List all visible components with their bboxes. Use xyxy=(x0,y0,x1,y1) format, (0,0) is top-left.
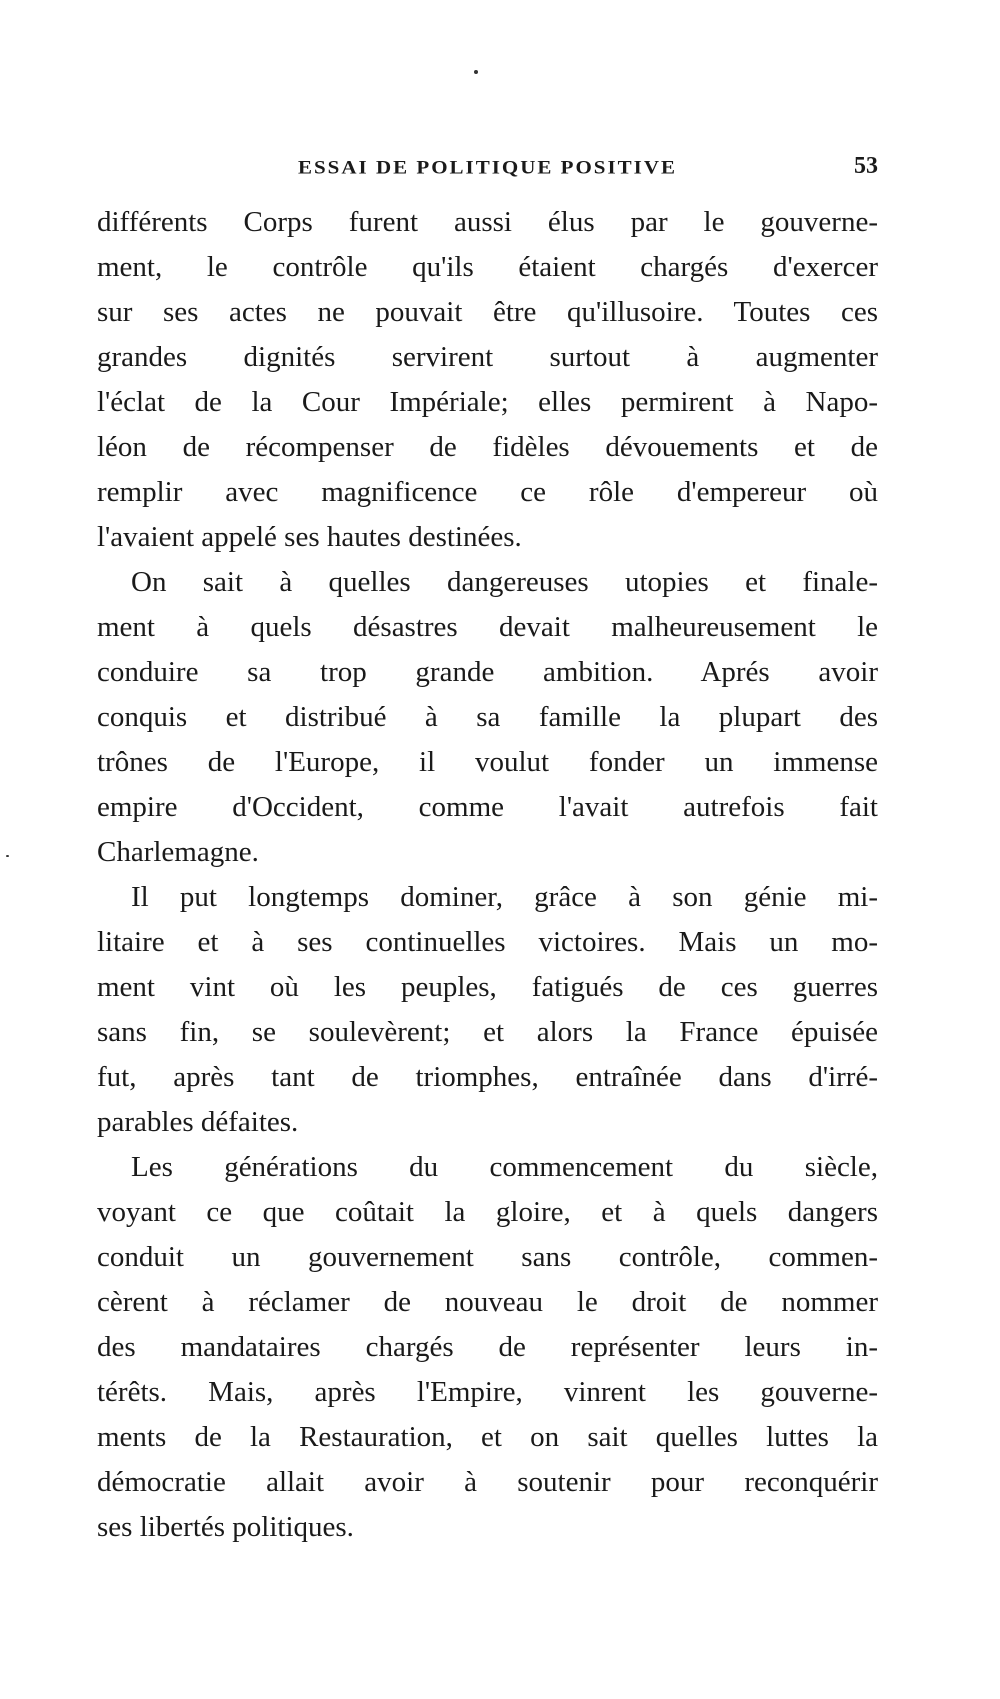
text-line: l'éclat de la Cour Impériale; elles permirent à Napo- xyxy=(97,386,878,418)
paragraph xyxy=(97,200,878,560)
paragraph xyxy=(97,560,878,875)
text-line: léon de récompenser de fidèles dévouements et de xyxy=(97,431,878,463)
text-line: cèrent à réclamer de nouveau le droit de nommer xyxy=(97,1286,878,1318)
body-text xyxy=(97,200,878,1550)
text-line: sur ses actes ne pouvait être qu'illusoire. Toutes ces xyxy=(97,296,878,328)
text-line: empire d'Occident, comme l'avait autrefois fait xyxy=(97,791,878,823)
text-line: ments de la Restauration, et on sait quelles luttes la xyxy=(97,1421,878,1453)
text-line: remplir avec magnificence ce rôle d'empereur où xyxy=(97,476,878,508)
text-line: voyant ce que coûtait la gloire, et à quels dangers xyxy=(97,1196,878,1228)
text-line: conduire sa trop grande ambition. Aprés avoir xyxy=(97,656,878,688)
text-line: l'avaient appelé ses hautes destinées. xyxy=(97,521,522,553)
text-line: On sait à quelles dangereuses utopies et finale- xyxy=(131,566,878,598)
scan-speck xyxy=(474,70,478,74)
text-line: ment à quels désastres devait malheureusement le xyxy=(97,611,878,643)
running-title: ESSAI DE POLITIQUE POSITIVE xyxy=(297,156,678,179)
text-line: litaire et à ses continuelles victoires. Mais un mo- xyxy=(97,926,878,958)
scan-speck xyxy=(6,855,9,857)
text-line: ses libertés politiques. xyxy=(97,1511,354,1543)
running-head xyxy=(97,155,878,185)
text-line: parables défaites. xyxy=(97,1106,299,1138)
paragraph xyxy=(97,875,878,1145)
text-line: fut, après tant de triomphes, entraînée dans d'irré- xyxy=(97,1061,878,1093)
text-line: Les générations du commencement du siècle, xyxy=(131,1151,878,1183)
text-line: grandes dignités servirent surtout à augmenter xyxy=(97,341,878,373)
text-line: différents Corps furent aussi élus par le gouverne- xyxy=(97,206,878,238)
text-line: Charlemagne. xyxy=(97,836,259,868)
text-line: conquis et distribué à sa famille la plupart des xyxy=(97,701,878,733)
text-line: trônes de l'Europe, il voulut fonder un immense xyxy=(97,746,878,778)
text-line: ment vint où les peuples, fatigués de ces guerres xyxy=(97,971,878,1003)
text-line: Il put longtemps dominer, grâce à son génie mi- xyxy=(131,881,878,913)
text-line: démocratie allait avoir à soutenir pour reconquérir xyxy=(97,1466,878,1498)
text-line: térêts. Mais, après l'Empire, vinrent les gouverne- xyxy=(97,1376,878,1408)
paragraph xyxy=(97,1145,878,1550)
text-line: ment, le contrôle qu'ils étaient chargés d'exercer xyxy=(97,251,878,283)
text-line: conduit un gouvernement sans contrôle, commen- xyxy=(97,1241,878,1273)
text-line: des mandataires chargés de représenter leurs in- xyxy=(97,1331,878,1363)
page-number: 53 xyxy=(854,153,878,179)
text-line: sans fin, se soulevèrent; et alors la France épuisée xyxy=(97,1016,878,1048)
